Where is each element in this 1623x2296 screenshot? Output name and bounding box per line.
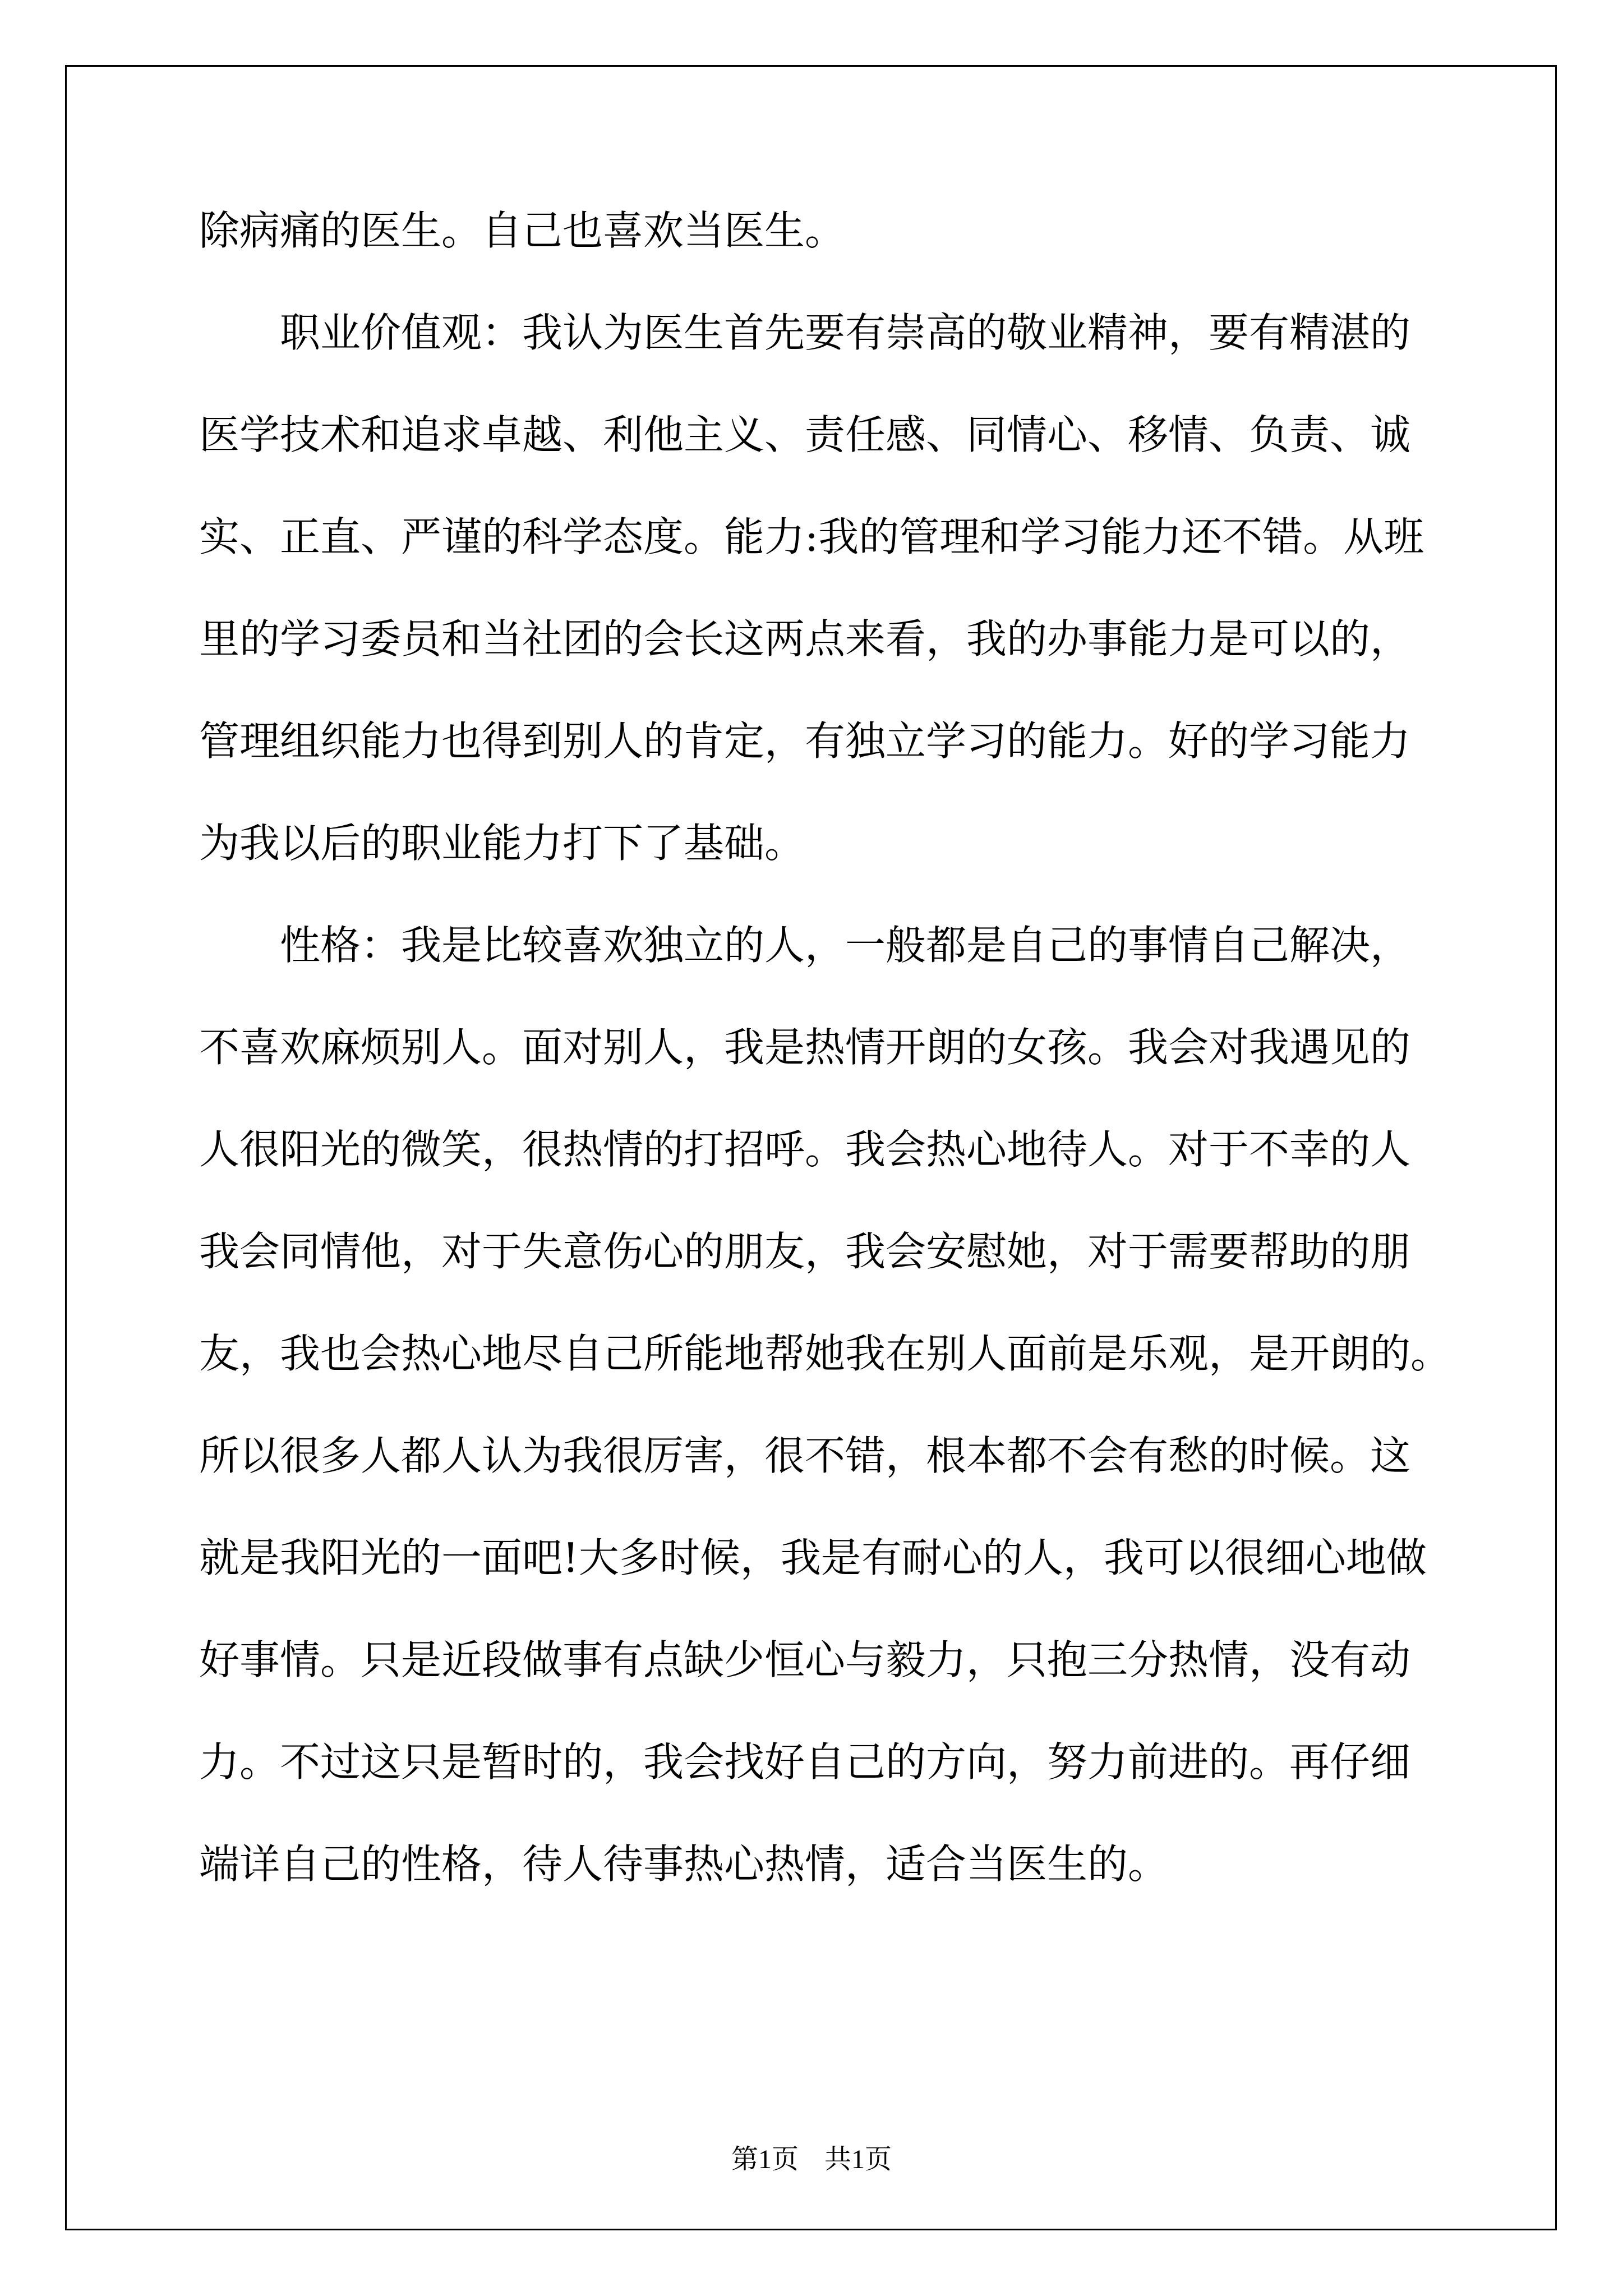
text-line: 力。不过这只是暂时的，我会找好自己的方向，努力前进的。再仔细 [199, 1738, 1411, 1786]
text-line: 好事情。只是近段做事有点缺少恒心与毅力，只抱三分热情，没有动 [199, 1636, 1411, 1683]
page-number-current: 第1页 [731, 2145, 799, 2174]
page-number-total: 共1页 [824, 2145, 892, 2174]
text-line: 里的学习委员和当社团的会长这两点来看，我的办事能力是可以的， [199, 615, 1411, 662]
text-line: 医学技术和追求卓越、利他主义、责任感、同情心、移情、负责、诚 [199, 411, 1411, 458]
text-line: 所以很多人都人认为我很厉害，很不错，根本都不会有愁的时候。这 [199, 1432, 1411, 1479]
text-line: 管理组织能力也得到别人的肯定，有独立学习的能力。好的学习能力 [199, 717, 1411, 765]
text-line: 实、正直、严谨的科学态度。能力:我的管理和学习能力还不错。从班 [199, 513, 1424, 560]
text-line: 人很阳光的微笑，很热情的打招呼。我会热心地待人。对于不幸的人 [199, 1126, 1411, 1173]
text-line: 就是我阳光的一面吧!大多时候，我是有耐心的人，我可以很细心地做 [199, 1534, 1427, 1581]
document-body [199, 208, 1461, 1943]
text-line: 友，我也会热心地尽自己所能地帮她我在别人面前是乐观，是开朗的。 [199, 1330, 1451, 1377]
text-line: 我会同情他，对于失意伤心的朋友，我会安慰她，对于需要帮助的朋 [199, 1228, 1411, 1275]
page-footer [0, 2137, 1623, 2176]
text-line: 端详自己的性格，待人待事热心热情，适合当医生的。 [199, 1841, 1169, 1888]
text-line: 除病痛的医生。自己也喜欢当医生。 [199, 207, 846, 254]
text-line: 职业价值观：我认为医生首先要有崇高的敬业精神，要有精湛的 [199, 309, 1411, 356]
text-line: 性格：我是比较喜欢独立的人，一般都是自己的事情自己解决， [199, 922, 1411, 969]
text-line: 不喜欢麻烦别人。面对别人，我是热情开朗的女孩。我会对我遇见的 [199, 1024, 1411, 1071]
text-line: 为我以后的职业能力打下了基础。 [199, 820, 805, 867]
